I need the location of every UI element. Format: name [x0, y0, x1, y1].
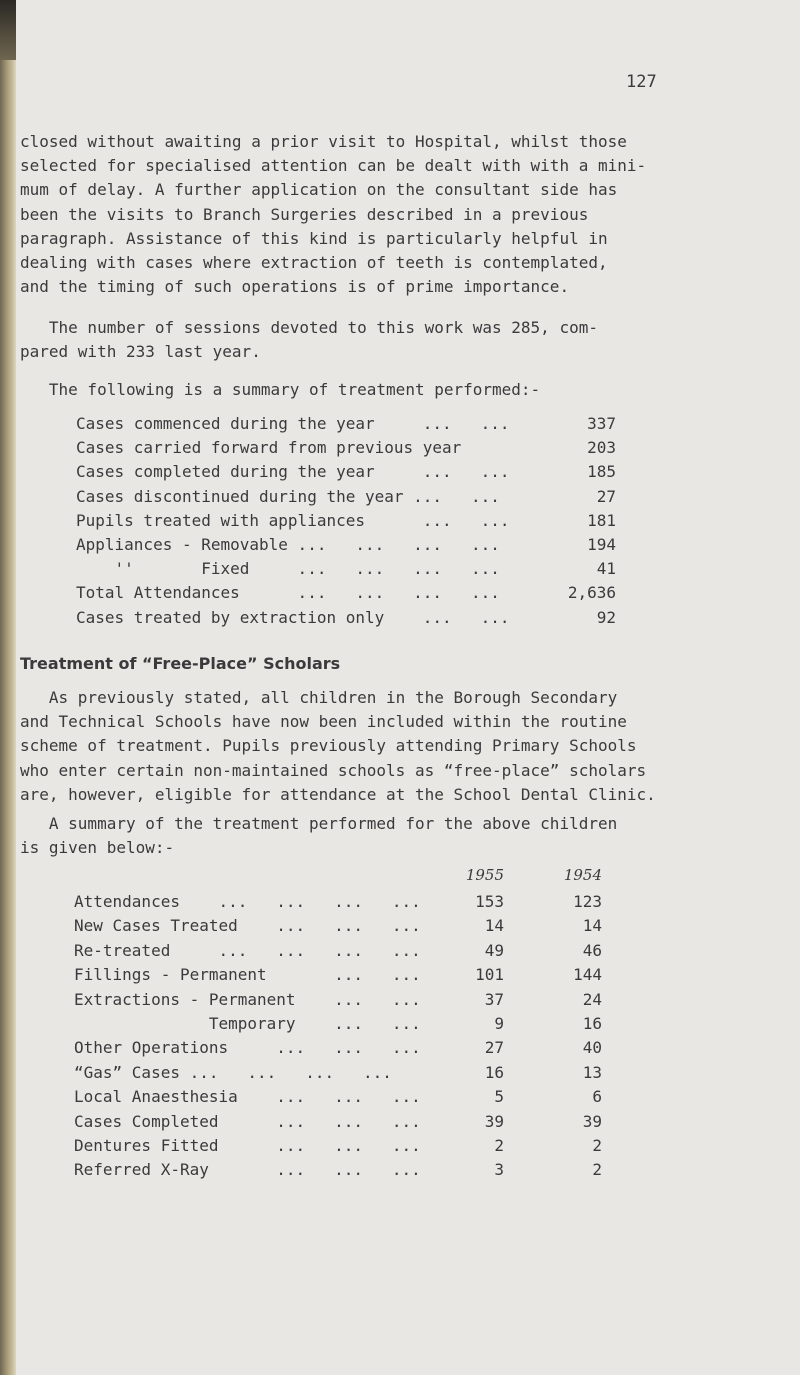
row-label: Attendances ... ... ... ...	[74, 892, 421, 911]
table-row	[74, 892, 604, 916]
value-1955: 39	[484, 1111, 504, 1131]
table-row	[74, 941, 604, 965]
row-label: Temporary ... ...	[74, 1013, 421, 1033]
table-row	[76, 583, 616, 607]
value-1954: 2	[592, 1160, 602, 1180]
value-1954: 13	[582, 1062, 602, 1082]
table-row	[76, 535, 616, 559]
table-row	[76, 487, 616, 511]
row-label: Extractions - Permanent ... ...	[74, 989, 421, 1009]
table-row	[74, 1038, 604, 1062]
table-row	[74, 1014, 604, 1038]
row-label: Referred X-Ray ... ... ...	[74, 1160, 421, 1180]
row-label: Re-treated ... ... ... ...	[74, 940, 421, 960]
table-row	[74, 916, 604, 940]
row-label: New Cases Treated ... ... ...	[74, 916, 421, 936]
row-value: 181	[587, 510, 616, 530]
table-row	[76, 438, 616, 462]
value-1955: 153	[475, 892, 504, 911]
value-1954: 24	[582, 989, 602, 1009]
row-label: Local Anaesthesia ... ... ...	[74, 1087, 421, 1107]
row-value: 92	[596, 607, 616, 627]
value-1955: 9	[494, 1013, 504, 1033]
section-heading: Treatment of “Free-Place” Scholars	[20, 654, 341, 673]
row-label: Cases carried forward from previous year	[76, 438, 462, 458]
value-1955: 27	[484, 1038, 504, 1058]
row-label: Other Operations ... ... ...	[74, 1038, 421, 1058]
paragraph-summary-intro: The following is a summary of treatment performed:-	[20, 380, 541, 399]
book-binding	[0, 0, 16, 1375]
table-row	[74, 1087, 604, 1111]
row-label: Dentures Fitted ... ... ...	[74, 1135, 421, 1155]
row-label: Pupils treated with appliances ... ...	[76, 510, 510, 530]
table-row	[76, 511, 616, 535]
row-label: Cases completed during the year ... ...	[76, 462, 510, 482]
row-label: Total Attendances ... ... ... ...	[76, 583, 500, 603]
column-header-1955: 1955	[465, 866, 504, 884]
table-row	[74, 1136, 604, 1160]
table-row	[74, 990, 604, 1014]
row-value: 185	[587, 462, 616, 482]
table-row	[76, 559, 616, 583]
row-value: 203	[587, 438, 616, 458]
value-1954: 2	[592, 1135, 602, 1155]
row-value: 337	[587, 414, 616, 433]
value-1954: 14	[582, 916, 602, 936]
value-1955: 101	[475, 965, 504, 985]
value-1955: 2	[494, 1135, 504, 1155]
value-1954: 39	[582, 1111, 602, 1131]
paragraph-consultant-work: closed without awaiting a prior visit to Hospital, whilst those selected for specialised attention can be dealt with with a mini- mum of delay. A further application on the consultant side has been the visits to Branch Surgeries described in a previous paragraph. Assistance of this kind is particularly helpful in dealing with cases where extraction of teeth is contemplated, and the timing of such operations is of prime importance.	[20, 132, 647, 297]
table-row	[74, 965, 604, 989]
value-1954: 144	[573, 965, 602, 985]
table-row	[76, 608, 616, 632]
value-1955: 37	[484, 989, 504, 1009]
row-value: 27	[596, 486, 616, 506]
value-1954: 46	[582, 940, 602, 960]
value-1955: 16	[484, 1062, 504, 1082]
table-header	[74, 866, 604, 892]
value-1955: 3	[494, 1160, 504, 1180]
row-label: Cases Completed ... ... ...	[74, 1111, 421, 1131]
table-row	[74, 1112, 604, 1136]
row-value: 194	[587, 534, 616, 554]
value-1954: 40	[582, 1038, 602, 1058]
treatment-summary-table	[76, 414, 616, 632]
row-label: Appliances - Removable ... ... ... ...	[76, 534, 500, 554]
table-row	[76, 462, 616, 486]
row-label: Cases commenced during the year ... ...	[76, 414, 510, 433]
value-1954: 6	[592, 1087, 602, 1107]
table-row	[74, 1063, 604, 1087]
row-label: Cases discontinued during the year ... ...	[76, 486, 500, 506]
row-label: Fillings - Permanent ... ...	[74, 965, 421, 985]
year-comparison-table	[74, 866, 604, 1185]
paragraph-free-place: As previously stated, all children in the Borough Secondary and Technical Schools have now been included within the routine scheme of treatment. Pupils previously attending Primary Schools who enter certain non-maintained schools as “free-place” scholars are, however, eligible for attendance at the School Dental Clinic.	[20, 688, 656, 804]
value-1955: 5	[494, 1087, 504, 1107]
value-1955: 14	[484, 916, 504, 936]
value-1954: 123	[573, 892, 602, 911]
column-header-1954: 1954	[563, 866, 602, 884]
row-label: “Gas” Cases ... ... ... ...	[74, 1062, 392, 1082]
table-row	[74, 1160, 604, 1184]
table-row	[76, 414, 616, 438]
page-number: 127	[626, 72, 657, 92]
value-1955: 49	[484, 940, 504, 960]
row-label: '' Fixed ... ... ... ...	[76, 559, 500, 579]
paragraph-summary-below: A summary of the treatment performed for the above children is given below:-	[20, 814, 618, 858]
value-1954: 16	[582, 1013, 602, 1033]
paragraph-sessions: The number of sessions devoted to this work was 285, com- pared with 233 last year.	[20, 318, 598, 362]
row-value: 41	[596, 559, 616, 579]
binding-shadow	[0, 0, 16, 60]
row-label: Cases treated by extraction only ... ...	[76, 607, 510, 627]
row-value: 2,636	[567, 583, 616, 603]
